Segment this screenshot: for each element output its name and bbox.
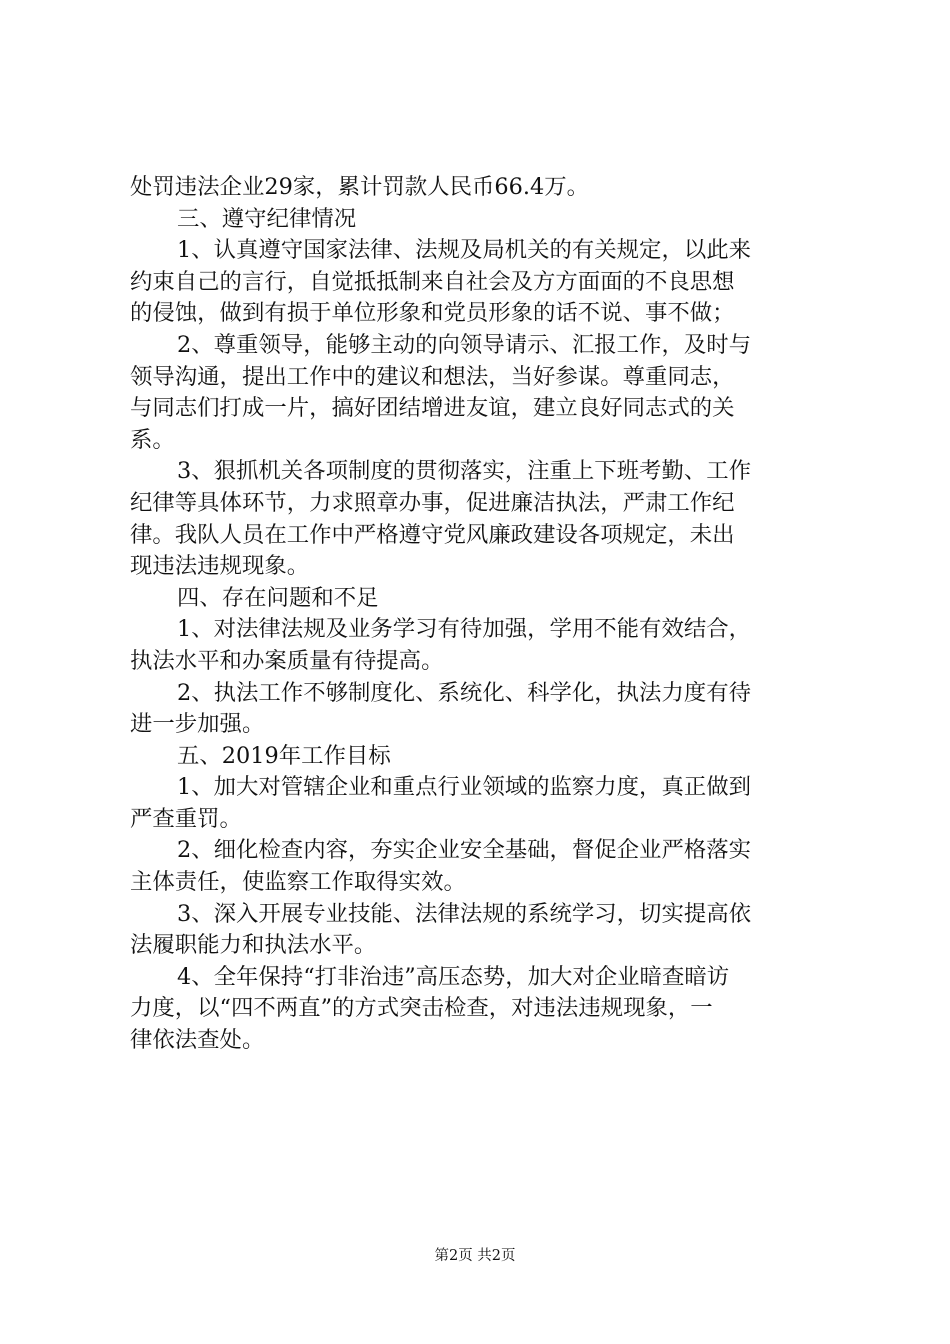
text-line: 1、对法律法规及业务学习有待加强，学用不能有效结合， — [177, 616, 752, 643]
text-line: 领导沟通，提出工作中的建议和想法，当好参谋。尊重同志， — [130, 363, 735, 390]
text-line: 力度，以“四不两直”的方式突击检查，对违法违规现象，一 — [130, 995, 713, 1022]
text-line: 2、尊重领导，能够主动的向领导请示、汇报工作，及时与 — [177, 331, 752, 358]
text-line: 纪律等具体环节，力求照章办事，促进廉洁执法，严肃工作纪 — [130, 489, 735, 516]
text-line: 4、全年保持“打非治违”高压态势，加大对企业暗查暗访 — [177, 963, 730, 990]
page-number-footer: 第2页 共2页 — [434, 1248, 516, 1264]
text-line: 处罚违法企业29家，累计罚款人民币66.4万。 — [130, 174, 589, 200]
text-line: 现违法违规现象。 — [130, 553, 310, 580]
text-line: 严查重罚。 — [130, 805, 242, 832]
text-line: 的侵蚀，做到有损于单位形象和党员形象的话不说、事不做； — [130, 300, 735, 327]
document-body — [130, 172, 830, 1057]
text-line: 1、认真遵守国家法律、法规及局机关的有关规定，以此来 — [177, 237, 752, 264]
text-line: 2、执法工作不够制度化、系统化、科学化，执法力度有待 — [177, 679, 752, 706]
text-line: 约束自己的言行，自觉抵抵制来自社会及方方面面的不良思想 — [130, 268, 735, 295]
text-line: 3、深入开展专业技能、法律法规的系统学习，切实提高依 — [177, 900, 752, 927]
section-heading: 五、2019年工作目标 — [177, 742, 391, 769]
text-line: 主体责任，使监察工作取得实效。 — [130, 869, 466, 896]
section-heading: 三、遵守纪律情况 — [177, 205, 357, 232]
text-line: 系。 — [130, 426, 175, 453]
text-line: 律依法查处。 — [130, 1027, 265, 1054]
text-line: 法履职能力和执法水平。 — [130, 932, 377, 959]
text-line: 进一步加强。 — [130, 711, 265, 738]
text-line: 律。我队人员在工作中严格遵守党风廉政建设各项规定，未出 — [130, 521, 735, 548]
text-line: 1、加大对管辖企业和重点行业领域的监察力度，真正做到 — [177, 774, 752, 801]
section-heading: 四、存在问题和不足 — [177, 584, 379, 611]
text-line: 执法水平和办案质量有待提高。 — [130, 647, 444, 674]
text-line: 3、狠抓机关各项制度的贯彻落实，注重上下班考勤、工作 — [177, 458, 752, 485]
text-line: 与同志们打成一片，搞好团结增进友谊，建立良好同志式的关 — [130, 395, 735, 422]
text-line: 2、细化检查内容，夯实企业安全基础，督促企业严格落实 — [177, 837, 752, 864]
